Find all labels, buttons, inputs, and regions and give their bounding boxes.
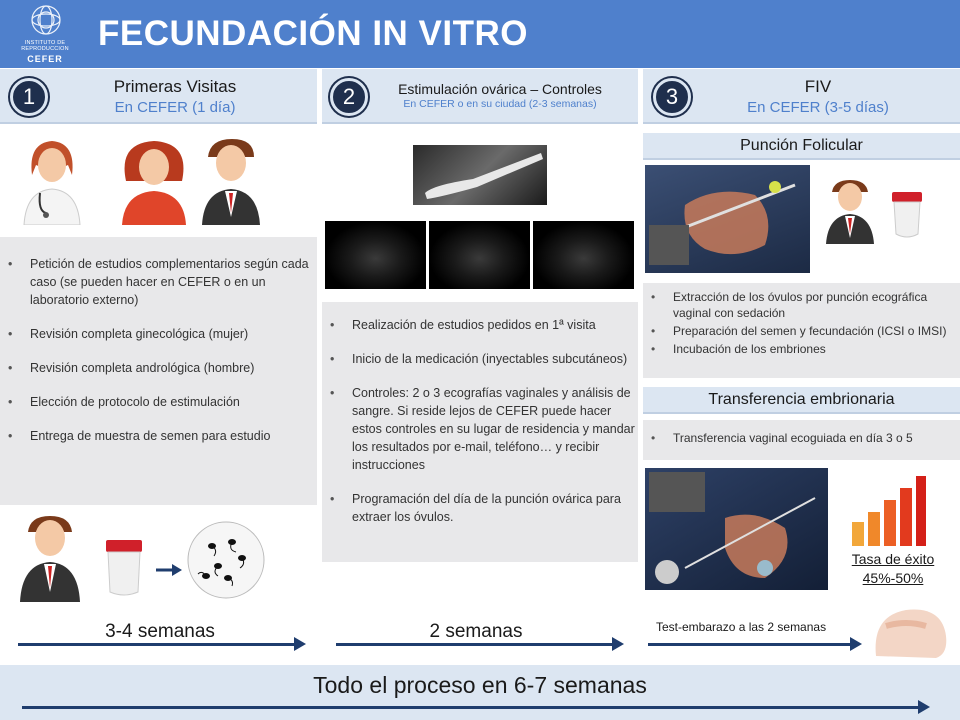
test-embarazo-label: Test-embarazo a las 2 semanas (656, 620, 827, 634)
step-1-title: Primeras Visitas (113, 77, 237, 96)
doctor-icon (24, 141, 80, 225)
list-item: • Petición de estudios complementarios según cada caso (se pueden hacer en CEFER o en un laboratorio externo) (0, 255, 317, 309)
ultrasound-probe-image (413, 145, 547, 205)
success-label: Tasa de éxito (851, 551, 935, 567)
panel-estimulacion (322, 302, 638, 562)
list-item: • Revisión completa ginecológica (mujer) (0, 325, 317, 343)
man-icon (826, 180, 874, 244)
step-3-header (643, 69, 960, 124)
list-item: • Inicio de la medicación (inyectables subcutáneos) (322, 350, 638, 368)
total-arrow (22, 706, 922, 709)
success-value: 45%-50% (862, 570, 924, 586)
weeks-label-1: 3-4 semanas (105, 621, 215, 642)
list-item: • Transferencia vaginal ecoguiada en día 3 o 5 (643, 430, 960, 446)
weeks-label-2: 2 semanas (429, 621, 523, 642)
man-icon (20, 516, 80, 602)
man-icon (202, 139, 260, 225)
list-item: • Realización de estudios pedidos en 1ª visita (322, 316, 638, 334)
sample-cup-icon (106, 540, 142, 595)
success-chart-icon (848, 470, 928, 550)
step-1-number: 1 (10, 78, 48, 116)
panel-puncion (643, 283, 960, 378)
step-3-title: FIV (804, 77, 832, 96)
list-item: • Programación del día de la punción ovárica para extraer los óvulos. (322, 490, 638, 526)
microscope-sperm-icon (188, 522, 264, 598)
ultrasound-image-3 (533, 221, 634, 289)
puncion-illustration (645, 165, 810, 273)
logo-brand: CEFER (27, 54, 63, 64)
pregnancy-icon (866, 596, 950, 658)
step-2-title: Estimulación ovárica – Controles (398, 81, 602, 97)
panel-transferencia (643, 420, 960, 460)
list-item: • Controles: 2 o 3 ecografías vaginales y análisis de sangre. Si reside lejos de CEFER puede hacer estos controles en su lugar de residencia y mandar los resultados por e-mail, teléfono… y recibir instrucciones (322, 384, 638, 474)
step-2-header (322, 69, 638, 124)
list-item: • Preparación del semen y fecundación (ICSI o IMSI) (643, 323, 960, 339)
step-3-subtitle: En CEFER (3-5 días) (747, 99, 889, 116)
step-2-subtitle: En CEFER o en su ciudad (2-3 semanas) (403, 98, 597, 110)
ultrasound-image-1 (325, 221, 426, 289)
arrow-head-icon (612, 637, 624, 651)
transferencia-illustration (645, 468, 828, 590)
list-item: • Elección de protocolo de estimulación (0, 393, 317, 411)
people-group-icon (18, 135, 278, 225)
puncion-folicular-heading: Punción Folicular (643, 133, 960, 160)
transfer-list (643, 430, 960, 446)
timeline-arrow-2 (336, 643, 616, 646)
step-3-number: 3 (653, 78, 691, 116)
sample-cup-icon (892, 192, 922, 237)
timeline-arrow-3 (648, 643, 854, 646)
stimulation-list (322, 316, 638, 526)
transferencia-heading: Transferencia embrionaria (643, 387, 960, 414)
timeline-arrow-1 (18, 643, 298, 646)
total-duration-label: Todo el proceso en 6-7 semanas (313, 672, 647, 698)
visits-list (0, 255, 317, 445)
semen-sample-icon (14, 512, 284, 602)
panel-primeras-visitas (0, 237, 317, 505)
arrow-head-icon (918, 700, 930, 714)
arrow-head-icon (850, 637, 862, 651)
arrow-head-icon (294, 637, 306, 651)
ultrasound-image-2 (429, 221, 530, 289)
page-title: FECUNDACIÓN IN VITRO (98, 14, 528, 53)
list-item: • Extracción de los óvulos por punción ecográfica vaginal con sedación (643, 289, 960, 321)
list-item: • Incubación de los embriones (643, 341, 960, 357)
puncion-list (643, 289, 960, 357)
step-1-header (0, 69, 317, 124)
list-item: • Revisión completa andrológica (hombre) (0, 359, 317, 377)
logo-tagline: INSTITUTO DE REPRODUCCION (21, 40, 69, 52)
woman-icon (122, 141, 186, 225)
man-sample-icon (820, 178, 940, 244)
step-2-number: 2 (330, 78, 368, 116)
list-item: • Entrega de muestra de semen para estudio (0, 427, 317, 445)
step-1-subtitle: En CEFER (1 día) (114, 99, 236, 116)
